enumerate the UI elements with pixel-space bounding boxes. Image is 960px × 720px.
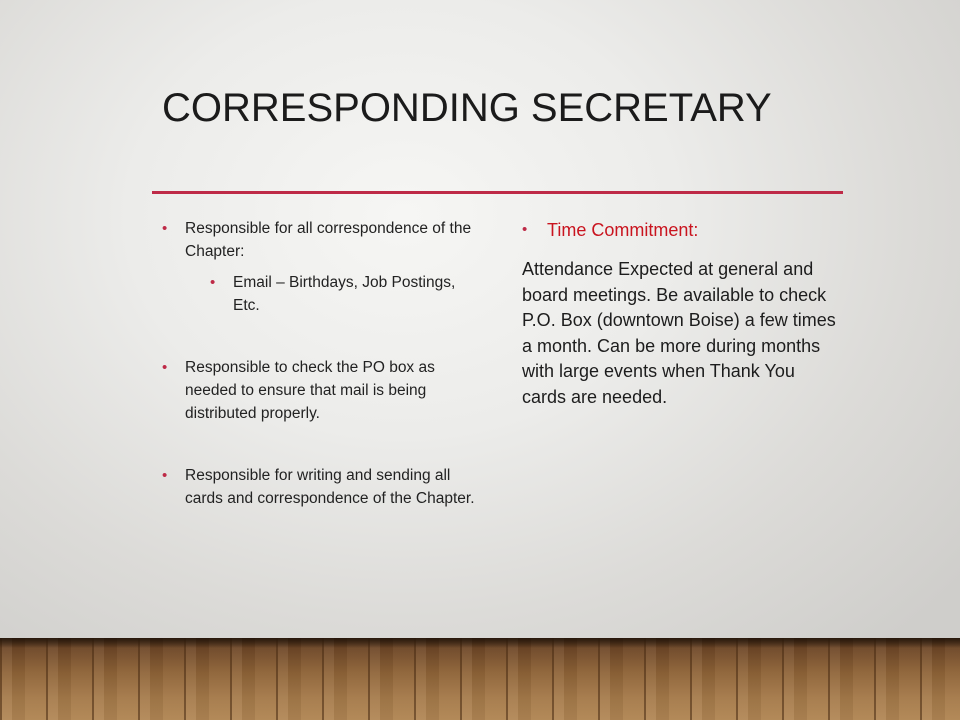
bullet-item xyxy=(160,356,480,425)
bullet-dot-icon: • xyxy=(522,221,528,238)
time-commitment-heading xyxy=(522,218,842,242)
bullet-item xyxy=(160,217,480,263)
time-commitment-body: Attendance Expected at general and board meetings. Be available to check P.O. Box (downtown Boise) a few times a month. Can be more during months with large events when Thank You cards are needed. xyxy=(522,259,836,407)
sub-bullet-text: Email – Birthdays, Job Postings, Etc. xyxy=(233,274,456,314)
title-divider xyxy=(152,191,843,194)
bullet-item xyxy=(160,464,480,510)
wood-floor-decoration xyxy=(0,638,960,720)
time-commitment-label: Time Commitment: xyxy=(547,220,699,240)
bullet-text: Responsible for writing and sending all cards and correspondence of the Chapter. xyxy=(185,467,475,507)
left-column xyxy=(160,217,480,510)
bullet-dot-icon: • xyxy=(162,467,168,484)
bullet-text: Responsible for all correspondence of the Chapter: xyxy=(185,220,472,260)
floor-edge-shadow xyxy=(0,638,960,648)
bullet-dot-icon: • xyxy=(210,274,216,291)
sub-bullet-item xyxy=(208,271,480,317)
slide-title: CORRESPONDING SECRETARY xyxy=(162,86,772,130)
bullet-dot-icon: • xyxy=(162,220,168,237)
bullet-text: Responsible to check the PO box as needed to ensure that mail is being distributed properly. xyxy=(185,359,435,422)
right-column xyxy=(522,218,842,410)
bullet-dot-icon: • xyxy=(162,359,168,376)
